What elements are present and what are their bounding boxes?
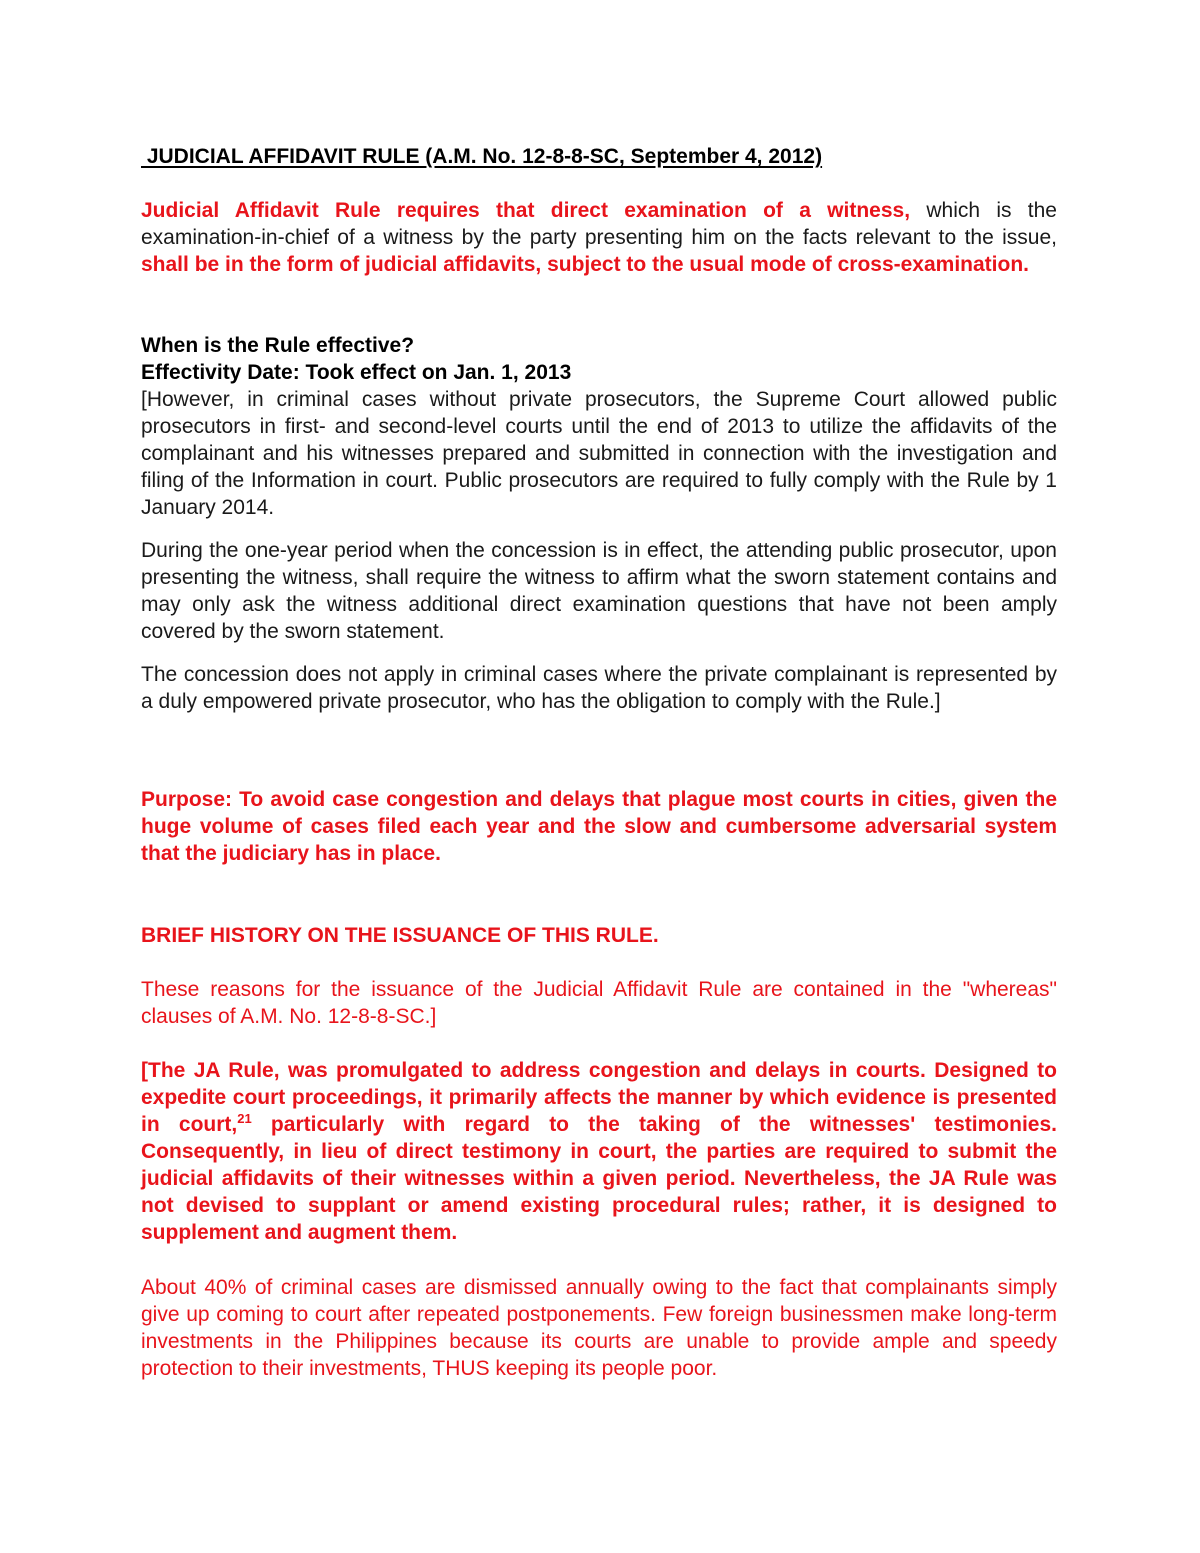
footnote-ref[interactable]: 21	[237, 1111, 252, 1126]
purpose-paragraph: Purpose: To avoid case congestion and delays that plague most courts in cities, given the huge volume of cases filed each year and the slow and cumbersome adversarial system that the judiciary has in place.	[141, 788, 1057, 865]
effectivity-paragraph-1: [However, in criminal cases without private prosecutors, the Supreme Court allowed public prosecutors in first- and second-level courts until the end of 2013 to utilize the affidavits of the complainant and his witnesses prepared and submitted in connection with the investigation and filing of the Information in court. Public prosecutors are required to fully comply with the Rule by 1 January 2014.	[141, 388, 1057, 519]
intro-highlight-2: shall be in the form of judicial affidavits, subject to the usual mode of cross-examination.	[141, 253, 1029, 276]
ja-rule-text-2: particularly with regard to the taking of the witnesses' testimonies. Consequently, in lieu of direct testimony in court, the parties are required to submit the judicial affidavits of their witnesses within a given period. Nevertheless, the JA Rule was not devised to supplant or amend existing procedural rules; rather, it is designed to supplement and augment them.	[141, 1113, 1057, 1244]
effectivity-question: When is the Rule effective?	[141, 334, 415, 357]
ja-rule-text-1: [The JA Rule, was promulgated to address congestion and delays in courts. Designed to expedite court proceedings, it primarily affects the manner by which evidence is presented in court,	[141, 1059, 1057, 1136]
statistics-paragraph: About 40% of criminal cases are dismissed annually owing to the fact that complainants simply give up coming to court after repeated postponements. Few foreign businessmen make long-term investments in the Philippines because its courts are unable to provide ample and speedy protection to their investments, THUS keeping its people poor.	[141, 1276, 1057, 1380]
history-heading: BRIEF HISTORY ON THE ISSUANCE OF THIS RULE.	[141, 924, 659, 947]
effectivity-paragraph-3: The concession does not apply in criminal cases where the private complainant is represented by a duly empowered private prosecutor, who has the obligation to comply with the Rule.]	[141, 663, 1057, 713]
document-title: JUDICIAL AFFIDAVIT RULE (A.M. No. 12-8-8-SC, September 4, 2012)	[141, 145, 823, 168]
effectivity-date: Effectivity Date: Took effect on Jan. 1, 2013	[141, 361, 572, 384]
ja-rule-paragraph	[141, 1057, 1057, 1246]
effectivity-paragraph-2: During the one-year period when the concession is in effect, the attending public prosecutor, upon presenting the witness, shall require the witness to affirm what the sworn statement contains and may only ask the witness additional direct examination questions that have not been amply covered by the sworn statement.	[141, 539, 1057, 643]
history-reasons: These reasons for the issuance of the Judicial Affidavit Rule are contained in the "whereas" clauses of A.M. No. 12-8-8-SC.]	[141, 978, 1057, 1028]
document-page	[141, 0, 1057, 1553]
intro-paragraph	[141, 197, 1057, 278]
intro-highlight-1: Judicial Affidavit Rule requires that direct examination of a witness,	[141, 199, 911, 222]
intro-plain-text: which is the examination-in-chief of a witness by the party presenting him on the facts relevant to the issue,	[141, 199, 1057, 249]
